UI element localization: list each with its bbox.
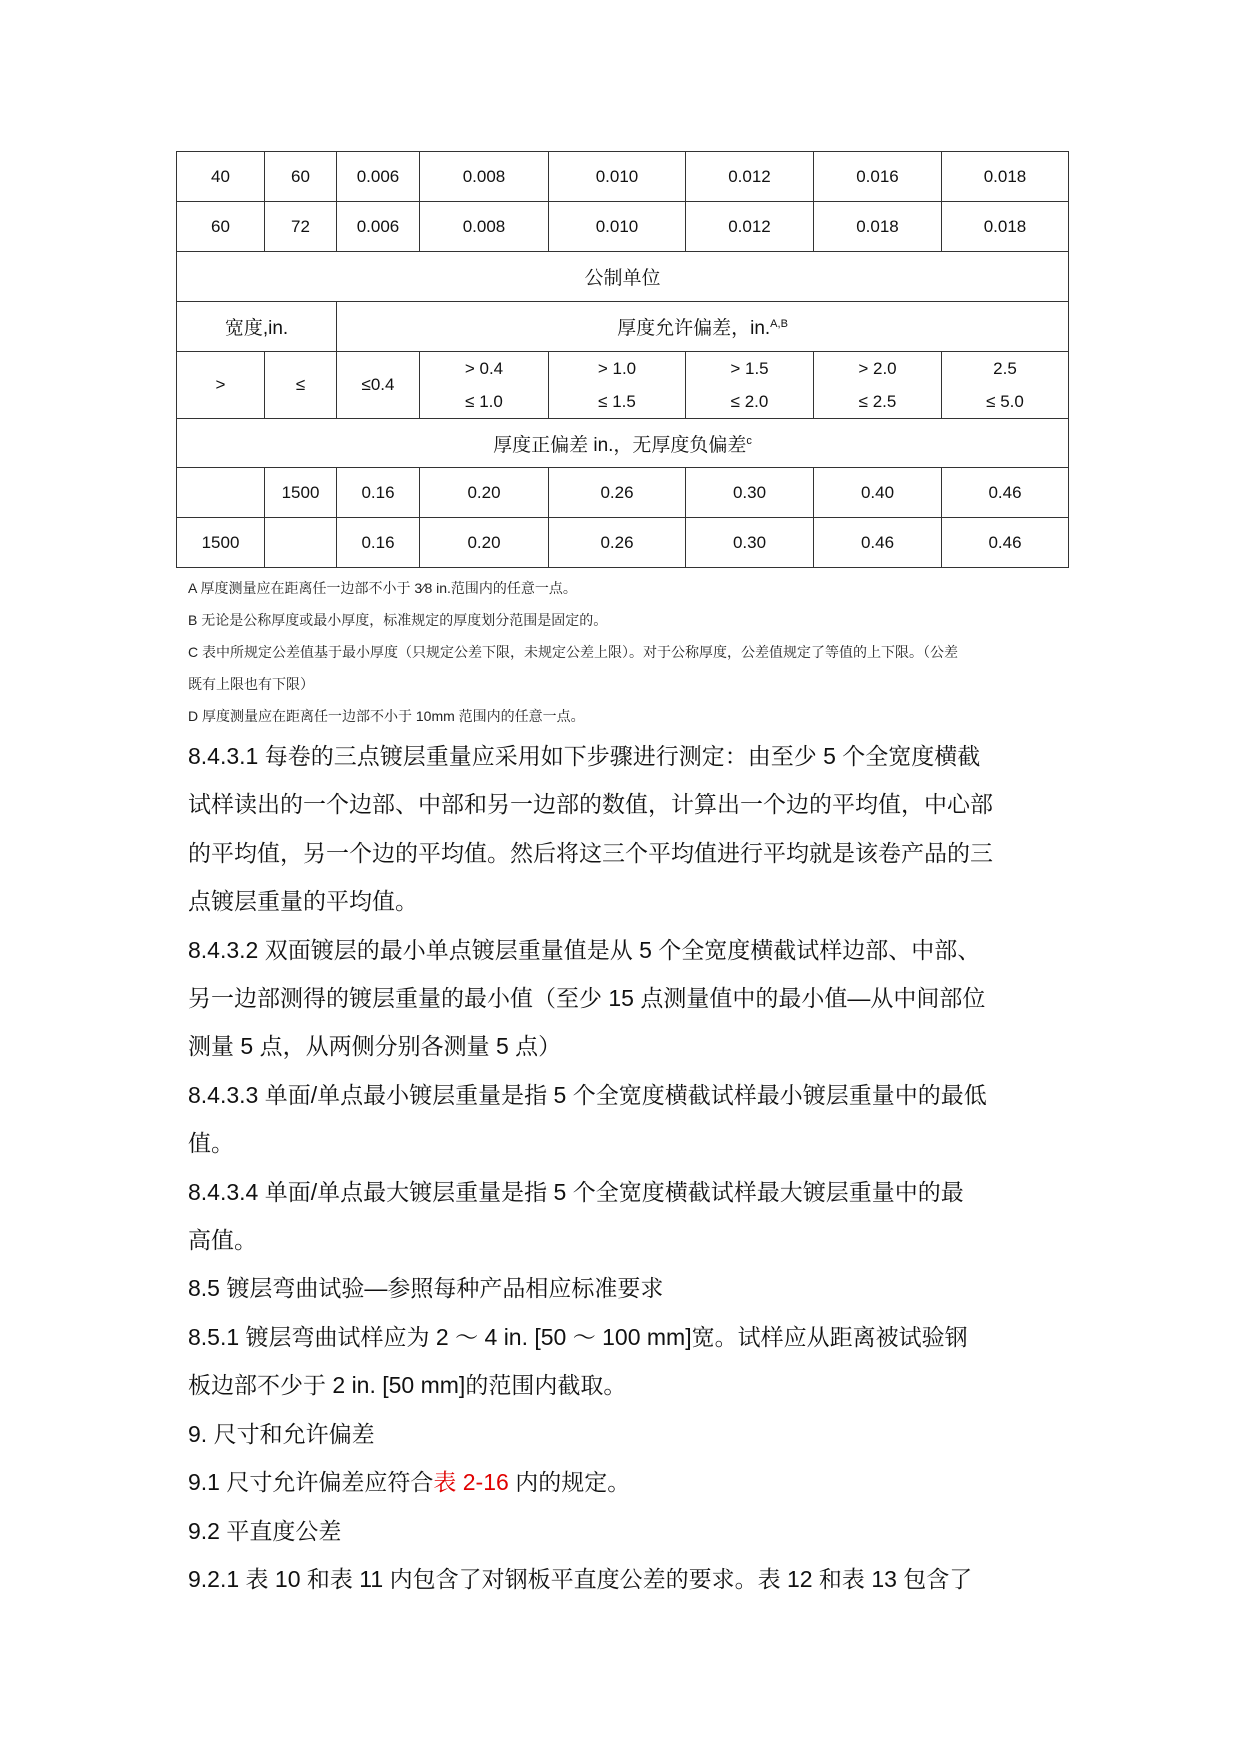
positive-tolerance-header [177, 419, 1069, 468]
paragraph-8-5-1: 板边部不少于 2 in. [50 mm]的范围内截取。 [188, 1372, 627, 1399]
table-reference-link[interactable]: 表 2-16 [433, 1469, 509, 1496]
range-upper: ≤ 5.0 [986, 392, 1024, 411]
heading-9: 9. 尺寸和允许偏差 [188, 1420, 375, 1447]
thickness-tolerance-header [337, 302, 1069, 352]
table-cell: 0.018 [942, 152, 1069, 202]
table-cell: 0.006 [337, 202, 420, 252]
table-cell [265, 518, 337, 568]
range-lower: > 1.5 [730, 359, 769, 378]
table-cell: 0.26 [549, 518, 686, 568]
paragraph-8-4-3-3: 值。 [188, 1130, 234, 1157]
table-cell: 60 [265, 152, 337, 202]
paragraph-8-4-3-2: 8.4.3.2 双面镀层的最小单点镀层重量值是从 5 个全宽度横截试样边部、中部、 [188, 936, 981, 963]
positive-tolerance-label: 厚度正偏差 in.，无厚度负偏差 [493, 434, 747, 456]
range-upper: ≤ 2.0 [730, 392, 769, 411]
range-header [814, 352, 942, 419]
range-lower: > 1.0 [597, 359, 637, 378]
table-cell: 0.46 [942, 518, 1069, 568]
paragraph-9-1-text: 内的规定。 [508, 1469, 631, 1496]
table-row [177, 302, 1069, 352]
range-lower: > 2.0 [858, 359, 897, 378]
thickness-tolerance-table [176, 151, 1069, 568]
heading-8-5: 8.5 镀层弯曲试验—参照每种产品相应标准要求 [188, 1275, 664, 1302]
table-cell: 0.30 [686, 518, 814, 568]
table-row [177, 252, 1069, 302]
table-cell: 0.16 [337, 468, 420, 518]
table-cell: 1500 [265, 468, 337, 518]
table-cell: 0.018 [814, 202, 942, 252]
range-header: ≤0.4 [337, 352, 420, 419]
paragraph-8-5-1: 8.5.1 镀层弯曲试样应为 2 ～ 4 in. [50 ～ 100 mm]宽。试样应从距离被试验钢 [188, 1323, 968, 1350]
table-row [177, 468, 1069, 518]
table-row [177, 518, 1069, 568]
range-header [549, 352, 686, 419]
range-le-header: ≤ [265, 352, 337, 419]
range-header [686, 352, 814, 419]
table-cell: 0.46 [942, 468, 1069, 518]
table-cell: 0.16 [337, 518, 420, 568]
table-cell: 0.20 [420, 468, 549, 518]
table-cell: 0.016 [814, 152, 942, 202]
width-header: 宽度,in. [177, 302, 337, 352]
paragraph-9-2-1: 9.2.1 表 10 和表 11 内包含了对钢板平直度公差的要求。表 12 和表 13 包含了 [188, 1565, 973, 1592]
table-row [177, 352, 1069, 419]
paragraph-8-4-3-4: 8.4.3.4 单面/单点最大镀层重量是指 5 个全宽度横截试样最大镀层重量中的最 [188, 1178, 964, 1205]
paragraph-8-4-3-2: 另一边部测得的镀层重量的最小值（至少 15 点测量值中的最小值—从中间部位 [188, 985, 986, 1012]
table-cell: 0.006 [337, 152, 420, 202]
range-header [420, 352, 549, 419]
paragraph-9-1-text: 9.1 尺寸允许偏差应符合 [188, 1469, 434, 1496]
table-footnotes [188, 572, 1068, 732]
metric-units-title: 公制单位 [177, 252, 1069, 302]
table-cell: 0.46 [814, 518, 942, 568]
heading-9-2: 9.2 平直度公差 [188, 1517, 342, 1544]
range-upper: ≤ 1.5 [598, 392, 636, 411]
table-cell: 0.012 [686, 202, 814, 252]
range-lower: 2.5 [993, 359, 1017, 378]
paragraph-9-1 [188, 1458, 1068, 1506]
table-cell: 0.40 [814, 468, 942, 518]
paragraph-8-4-3-1: 点镀层重量的平均值。 [188, 888, 418, 915]
table-cell: 0.30 [686, 468, 814, 518]
table-cell: 40 [177, 152, 265, 202]
table-cell: 0.012 [686, 152, 814, 202]
footnote-ref: A,B [770, 318, 788, 330]
paragraph-8-4-3-4: 高值。 [188, 1227, 257, 1254]
table-row [177, 202, 1069, 252]
table-cell: 0.010 [549, 202, 686, 252]
footnote-ref: c [746, 434, 752, 447]
footnote-c-continued: 既有上限也有下限） [188, 676, 314, 692]
footnote-b: B 无论是公称厚度或最小厚度，标准规定的厚度划分范围是固定的。 [188, 612, 608, 628]
table-cell: 0.008 [420, 152, 549, 202]
footnote-a: A 厚度测量应在距离任一边部不小于 3⁄8 in.范围内的任意一点。 [188, 580, 577, 596]
paragraph-8-4-3-1: 试样读出的一个边部、中部和另一边部的数值，计算出一个边的平均值，中心部 [188, 791, 993, 818]
table-row [177, 152, 1069, 202]
body-text [188, 732, 1068, 1603]
range-lower: > 0.4 [464, 359, 504, 378]
table-cell: 0.010 [549, 152, 686, 202]
range-upper: ≤ 2.5 [858, 392, 897, 411]
paragraph-8-4-3-1: 8.4.3.1 每卷的三点镀层重量应采用如下步骤进行测定：由至少 5 个全宽度横截 [188, 743, 981, 769]
table-cell: 0.26 [549, 468, 686, 518]
table-cell [177, 468, 265, 518]
thickness-tolerance-label: 厚度允许偏差，in. [617, 318, 771, 339]
table-cell: 0.20 [420, 518, 549, 568]
table-cell: 1500 [177, 518, 265, 568]
table-cell: 72 [265, 202, 337, 252]
range-gt-header: > [177, 352, 265, 419]
paragraph-8-4-3-1: 的平均值，另一个边的平均值。然后将这三个平均值进行平均就是该卷产品的三 [188, 839, 993, 866]
table-cell: 0.018 [942, 202, 1069, 252]
table-cell: 0.008 [420, 202, 549, 252]
range-header [942, 352, 1069, 419]
table-cell: 60 [177, 202, 265, 252]
range-upper: ≤ 1.0 [465, 392, 503, 411]
footnote-d: D 厚度测量应在距离任一边部不小于 10mm 范围内的任意一点。 [188, 708, 585, 724]
footnote-c: C 表中所规定公差值基于最小厚度（只规定公差下限，未规定公差上限）。对于公称厚度，公差值规定了等值的上下限。（公差 [188, 644, 958, 660]
paragraph-8-4-3-2: 测量 5 点，从两侧分别各测量 5 点） [188, 1033, 562, 1060]
table-row [177, 419, 1069, 468]
paragraph-8-4-3-3: 8.4.3.3 单面/单点最小镀层重量是指 5 个全宽度横截试样最小镀层重量中的最低 [188, 1081, 987, 1108]
